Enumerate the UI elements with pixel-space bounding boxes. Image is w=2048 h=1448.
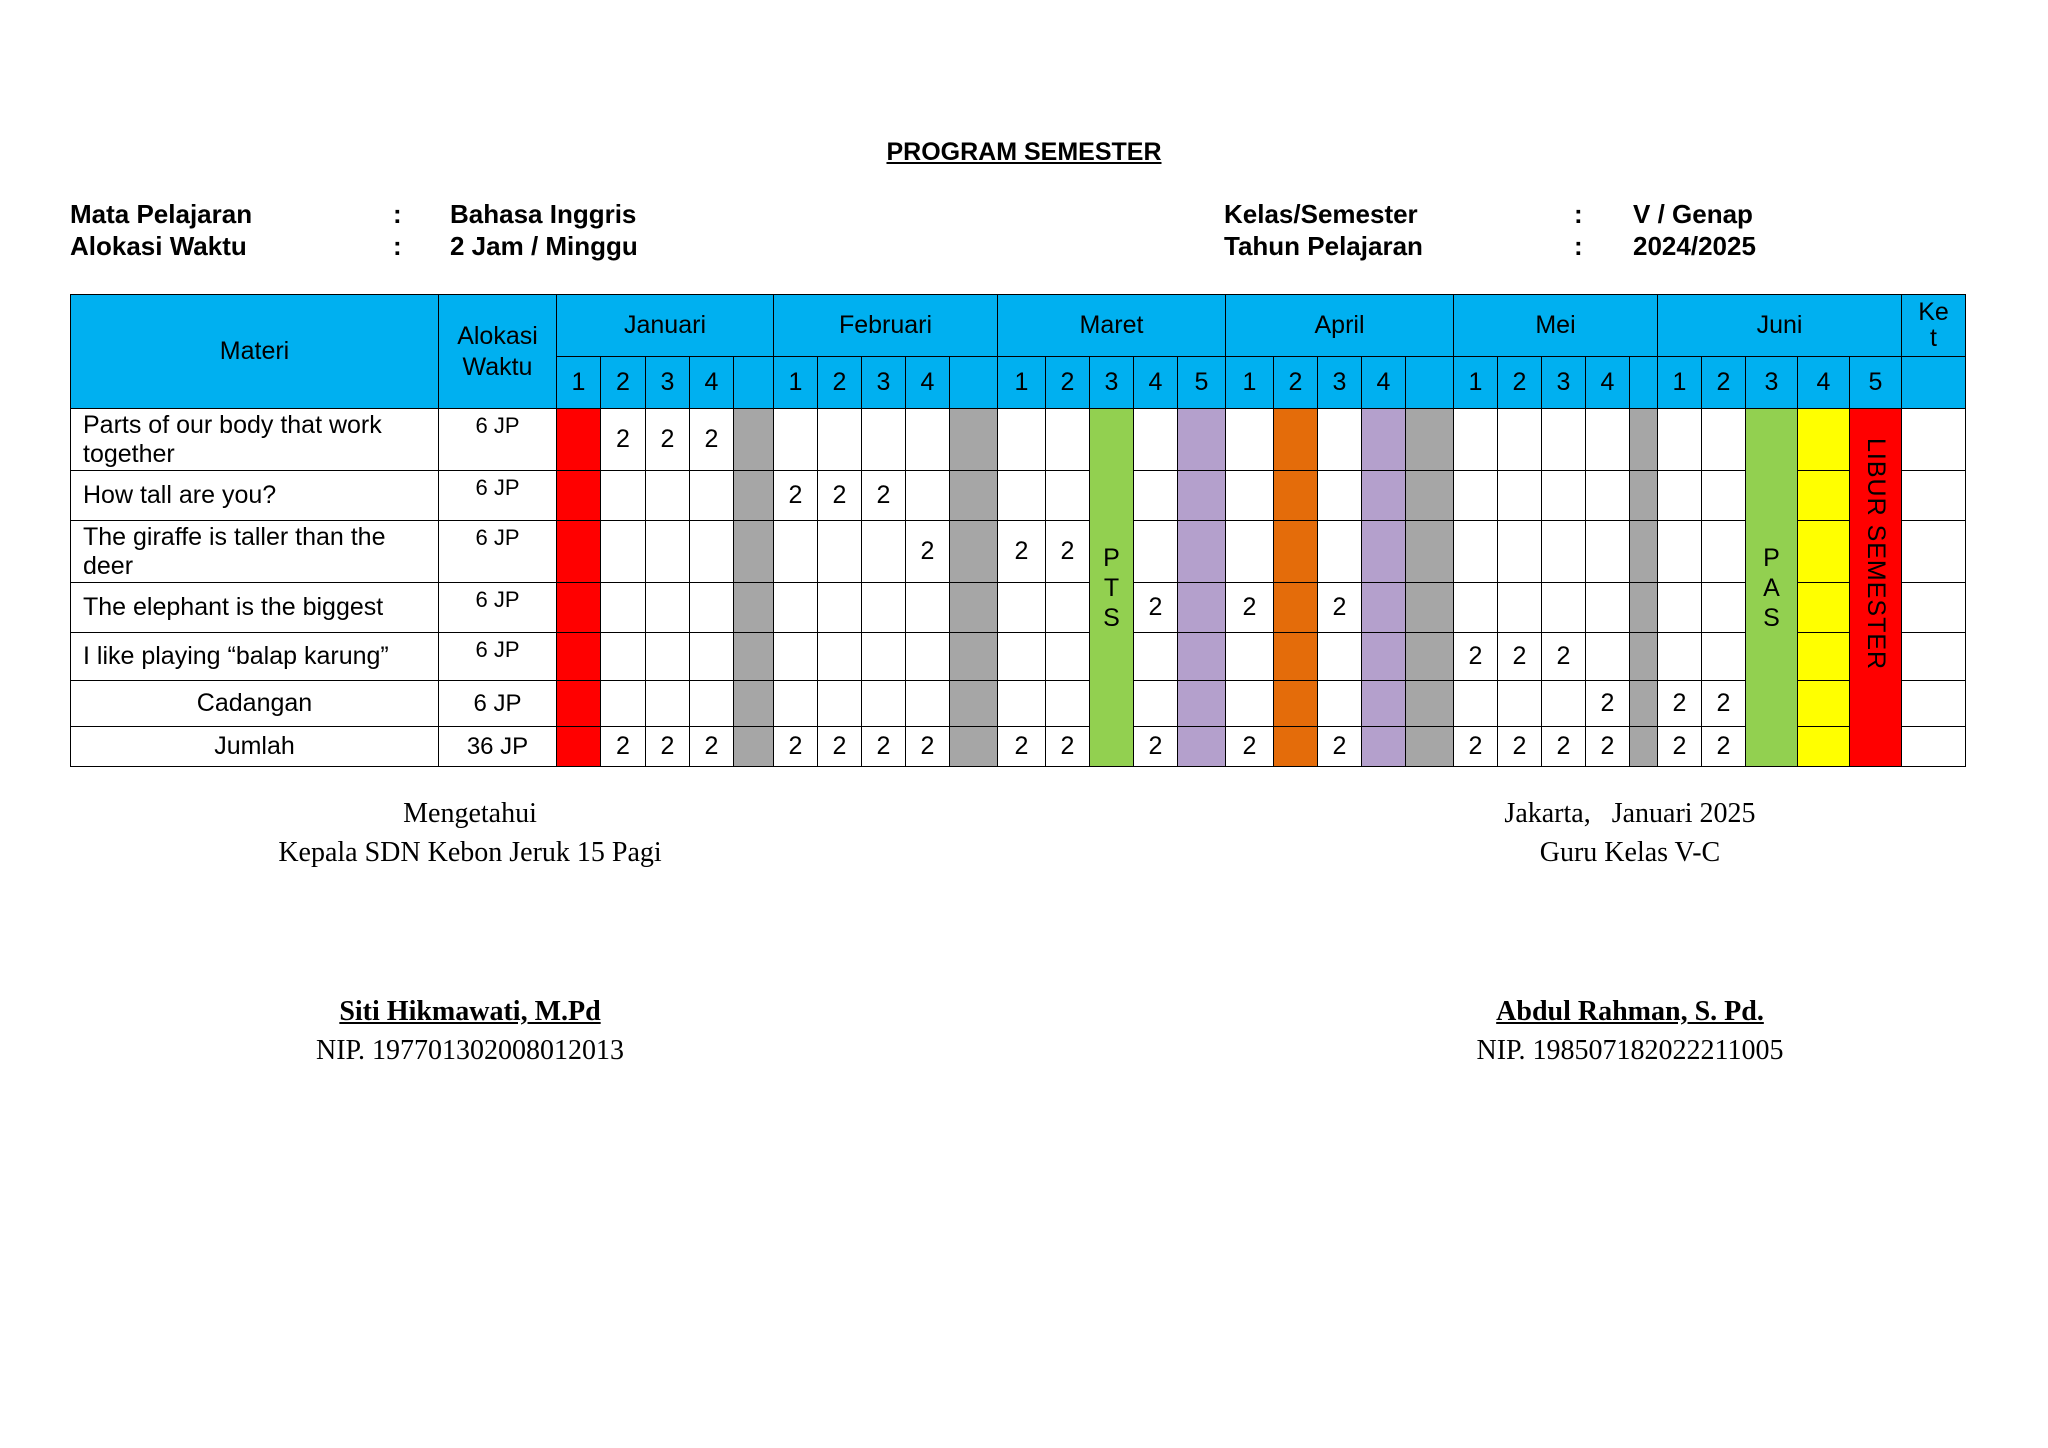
week-cell xyxy=(690,521,734,583)
week-cell xyxy=(1178,521,1226,583)
week-cell: 2 xyxy=(1226,727,1274,767)
week-cell xyxy=(1318,681,1362,727)
week-cell xyxy=(1274,521,1318,583)
week-cell xyxy=(690,471,734,521)
week-cell: 2 xyxy=(818,471,862,521)
week-cell xyxy=(1362,471,1406,521)
week-cell xyxy=(1798,681,1850,727)
ket-cell xyxy=(1902,521,1966,583)
header-week: 2 xyxy=(1274,357,1318,409)
week-cell xyxy=(1134,521,1178,583)
week-cell xyxy=(1406,633,1454,681)
week-cell xyxy=(998,409,1046,471)
week-cell xyxy=(557,521,601,583)
header-week: 1 xyxy=(1226,357,1274,409)
week-cell: 2 xyxy=(1658,727,1702,767)
week-cell xyxy=(1658,633,1702,681)
week-cell xyxy=(1798,471,1850,521)
colon: : xyxy=(1574,231,1583,261)
week-cell xyxy=(1454,409,1498,471)
week-cell xyxy=(1542,583,1586,633)
week-cell: 2 xyxy=(1542,727,1586,767)
header-month: Februari xyxy=(774,295,998,357)
week-cell xyxy=(1274,471,1318,521)
week-cell xyxy=(1798,583,1850,633)
week-cell xyxy=(557,583,601,633)
week-cell xyxy=(1134,633,1178,681)
week-cell xyxy=(950,409,998,471)
week-cell xyxy=(998,471,1046,521)
materi-cell: I like playing “balap karung” xyxy=(71,633,439,681)
header-month: Juni xyxy=(1658,295,1902,357)
ket-cell xyxy=(1902,583,1966,633)
materi-cell: Cadangan xyxy=(71,681,439,727)
week-cell: 2 xyxy=(862,727,906,767)
header-ket-text: Ke t xyxy=(1918,297,1949,352)
week-cell xyxy=(1134,681,1178,727)
week-cell xyxy=(1658,521,1702,583)
materi-cell: How tall are you? xyxy=(71,471,439,521)
header-week: 2 xyxy=(818,357,862,409)
week-cell xyxy=(1454,681,1498,727)
header-week: 2 xyxy=(1702,357,1746,409)
week-cell: 2 xyxy=(818,727,862,767)
alokasi-cell: 36 JP xyxy=(439,727,557,767)
header-week: 3 xyxy=(1746,357,1798,409)
week-cell xyxy=(1046,583,1090,633)
sig-left-line1: Mengetahui xyxy=(403,798,537,829)
week-cell xyxy=(950,633,998,681)
week-cell xyxy=(998,583,1046,633)
week-cell xyxy=(1498,471,1542,521)
week-cell xyxy=(690,633,734,681)
week-cell xyxy=(950,681,998,727)
week-cell xyxy=(1702,471,1746,521)
week-cell xyxy=(1178,727,1226,767)
week-cell: 2 xyxy=(998,727,1046,767)
colon: : xyxy=(1574,199,1583,229)
week-cell: 2 xyxy=(774,471,818,521)
week-cell xyxy=(1226,521,1274,583)
header-ket-blank xyxy=(1902,357,1966,409)
week-cell xyxy=(1498,583,1542,633)
week-cell xyxy=(1630,681,1658,727)
week-cell xyxy=(1226,409,1274,471)
week-cell xyxy=(1226,681,1274,727)
week-cell xyxy=(1586,521,1630,583)
week-cell: 2 xyxy=(1454,727,1498,767)
libur-semester-label: LIBUR SEMESTER xyxy=(1862,437,1890,671)
week-cell: 2 xyxy=(906,521,950,583)
header-row-months xyxy=(71,295,1966,357)
week-cell xyxy=(1274,633,1318,681)
week-cell: 2 xyxy=(1134,727,1178,767)
week-cell xyxy=(862,633,906,681)
kelas-value: V / Genap xyxy=(1633,199,1753,229)
schedule-table xyxy=(70,294,1966,767)
week-cell xyxy=(998,681,1046,727)
week-cell: 2 xyxy=(1702,681,1746,727)
alokasi-cell: 6 JP xyxy=(439,409,557,471)
week-cell xyxy=(601,471,646,521)
week-cell xyxy=(906,583,950,633)
ket-cell xyxy=(1902,681,1966,727)
week-cell xyxy=(862,583,906,633)
week-cell: 2 xyxy=(1586,681,1630,727)
week-cell: 2 xyxy=(1542,633,1586,681)
info-values-right xyxy=(1633,198,1756,262)
header-week: 5 xyxy=(1850,357,1902,409)
header-week: 4 xyxy=(1362,357,1406,409)
week-cell xyxy=(1274,583,1318,633)
week-cell xyxy=(1178,471,1226,521)
week-cell xyxy=(1134,471,1178,521)
week-cell: 2 xyxy=(774,727,818,767)
week-cell xyxy=(1586,471,1630,521)
info-colons-right xyxy=(1574,198,1583,262)
page-title: PROGRAM SEMESTER xyxy=(886,138,1162,166)
header-week: 1 xyxy=(557,357,601,409)
week-cell xyxy=(646,633,690,681)
week-cell xyxy=(1702,633,1746,681)
week-cell xyxy=(1318,633,1362,681)
header-week xyxy=(1630,357,1658,409)
week-cell xyxy=(1134,409,1178,471)
header-ket xyxy=(1902,295,1966,357)
ket-cell xyxy=(1902,471,1966,521)
week-cell xyxy=(1362,583,1406,633)
week-cell xyxy=(1318,471,1362,521)
header-week xyxy=(734,357,774,409)
week-cell: 2 xyxy=(862,471,906,521)
alokasi-value: 2 Jam / Minggu xyxy=(450,231,638,261)
week-cell xyxy=(818,681,862,727)
week-cell xyxy=(1586,583,1630,633)
week-cell xyxy=(557,633,601,681)
week-cell xyxy=(862,521,906,583)
sig-right-line1: Jakarta, Januari 2025 xyxy=(1504,798,1756,829)
header-week: 2 xyxy=(601,357,646,409)
header-month: April xyxy=(1226,295,1454,357)
week-cell xyxy=(1630,471,1658,521)
week-cell xyxy=(950,521,998,583)
week-cell xyxy=(1178,681,1226,727)
week-cell xyxy=(1798,633,1850,681)
table-row xyxy=(71,409,1966,471)
week-cell xyxy=(1586,633,1630,681)
sig-right-name: Abdul Rahman, S. Pd. xyxy=(1496,996,1764,1027)
pas-label: PAS xyxy=(1763,543,1780,632)
week-cell: 2 xyxy=(690,409,734,471)
week-cell: 2 xyxy=(690,727,734,767)
week-cell xyxy=(1318,521,1362,583)
info-labels-right xyxy=(1224,198,1423,262)
colon: : xyxy=(393,231,402,261)
week-cell xyxy=(1178,633,1226,681)
materi-cell: The elephant is the biggest xyxy=(71,583,439,633)
week-cell xyxy=(1542,521,1586,583)
header-week: 4 xyxy=(1798,357,1850,409)
week-cell xyxy=(1702,583,1746,633)
week-cell: 2 xyxy=(1046,521,1090,583)
signature-left xyxy=(220,794,720,1070)
week-cell xyxy=(1658,583,1702,633)
ket-cell xyxy=(1902,633,1966,681)
header-week: 3 xyxy=(646,357,690,409)
week-cell xyxy=(1630,409,1658,471)
week-cell xyxy=(1046,633,1090,681)
week-cell xyxy=(1046,681,1090,727)
week-cell xyxy=(1454,471,1498,521)
week-cell xyxy=(1274,409,1318,471)
header-week: 2 xyxy=(1046,357,1090,409)
colon: : xyxy=(393,199,402,229)
week-cell xyxy=(1798,521,1850,583)
week-cell xyxy=(1362,633,1406,681)
week-cell xyxy=(1798,727,1850,767)
header-month: Mei xyxy=(1454,295,1658,357)
materi-cell: The giraffe is taller than the deer xyxy=(71,521,439,583)
header-alokasi: Alokasi Waktu xyxy=(439,295,557,409)
table-row xyxy=(71,471,1966,521)
week-cell xyxy=(1658,409,1702,471)
week-cell xyxy=(906,471,950,521)
libur-semester-cell xyxy=(1850,409,1902,767)
week-cell xyxy=(1454,521,1498,583)
header-week: 1 xyxy=(998,357,1046,409)
week-cell xyxy=(906,681,950,727)
week-cell xyxy=(774,521,818,583)
week-cell xyxy=(906,633,950,681)
sig-left-name: Siti Hikmawati, M.Pd xyxy=(339,996,601,1027)
table-row xyxy=(71,521,1966,583)
header-week: 5 xyxy=(1178,357,1226,409)
week-cell xyxy=(1630,583,1658,633)
week-cell: 2 xyxy=(646,727,690,767)
week-cell xyxy=(1454,583,1498,633)
week-cell xyxy=(998,633,1046,681)
header-week xyxy=(1406,357,1454,409)
header-week: 3 xyxy=(1318,357,1362,409)
week-cell: 2 xyxy=(1318,583,1362,633)
header-month: Maret xyxy=(998,295,1226,357)
week-cell: 2 xyxy=(1498,633,1542,681)
week-cell: 2 xyxy=(1658,681,1702,727)
week-cell: 2 xyxy=(1586,727,1630,767)
tahun-value: 2024/2025 xyxy=(1633,231,1756,261)
week-cell xyxy=(1178,409,1226,471)
materi-cell: Parts of our body that work together xyxy=(71,409,439,471)
table-row xyxy=(71,633,1966,681)
info-colons-left xyxy=(393,198,402,262)
week-cell xyxy=(646,521,690,583)
ket-cell xyxy=(1902,727,1966,767)
week-cell: 2 xyxy=(1226,583,1274,633)
week-cell xyxy=(950,471,998,521)
materi-cell: Jumlah xyxy=(71,727,439,767)
week-cell xyxy=(1406,681,1454,727)
week-cell xyxy=(774,681,818,727)
sig-left-line2: Kepala SDN Kebon Jeruk 15 Pagi xyxy=(278,837,662,868)
sig-right-line2: Guru Kelas V-C xyxy=(1539,837,1721,868)
header-week: 4 xyxy=(690,357,734,409)
week-cell xyxy=(862,409,906,471)
week-cell xyxy=(557,409,601,471)
header-week: 4 xyxy=(1586,357,1630,409)
header-materi: Materi xyxy=(71,295,439,409)
week-cell xyxy=(734,521,774,583)
week-cell xyxy=(1406,471,1454,521)
week-cell xyxy=(774,583,818,633)
week-cell: 2 xyxy=(601,409,646,471)
alokasi-cell: 6 JP xyxy=(439,471,557,521)
week-cell xyxy=(601,633,646,681)
week-cell xyxy=(734,633,774,681)
info-values-left xyxy=(450,198,638,262)
alokasi-label: Alokasi Waktu xyxy=(70,231,247,261)
ket-cell xyxy=(1902,409,1966,471)
tahun-label: Tahun Pelajaran xyxy=(1224,231,1423,261)
week-cell xyxy=(690,681,734,727)
mapel-value: Bahasa Inggris xyxy=(450,199,637,229)
week-cell xyxy=(690,583,734,633)
week-cell: 2 xyxy=(1498,727,1542,767)
sig-right-nip: NIP. 198507182022211005 xyxy=(1476,1035,1784,1066)
week-cell xyxy=(601,681,646,727)
week-cell xyxy=(1274,681,1318,727)
table-row xyxy=(71,727,1966,767)
week-cell xyxy=(557,471,601,521)
week-cell: 2 xyxy=(1454,633,1498,681)
info-labels-left xyxy=(70,198,252,262)
pas-cell xyxy=(1746,409,1798,767)
mapel-label: Mata Pelajaran xyxy=(70,199,253,229)
header-week: 1 xyxy=(1454,357,1498,409)
week-cell: 2 xyxy=(601,727,646,767)
table-row xyxy=(71,681,1966,727)
week-cell xyxy=(774,409,818,471)
week-cell xyxy=(818,409,862,471)
week-cell xyxy=(1046,409,1090,471)
week-cell xyxy=(774,633,818,681)
week-cell xyxy=(818,521,862,583)
week-cell xyxy=(1658,471,1702,521)
table-row xyxy=(71,583,1966,633)
week-cell xyxy=(1498,409,1542,471)
week-cell xyxy=(1406,583,1454,633)
header-week: 3 xyxy=(1090,357,1134,409)
pts-cell xyxy=(1090,409,1134,767)
week-cell xyxy=(1586,409,1630,471)
header-week xyxy=(950,357,998,409)
week-cell xyxy=(950,727,998,767)
week-cell xyxy=(1630,521,1658,583)
week-cell xyxy=(1362,521,1406,583)
week-cell xyxy=(1702,521,1746,583)
alokasi-cell: 6 JP xyxy=(439,583,557,633)
week-cell xyxy=(1630,633,1658,681)
week-cell xyxy=(1542,681,1586,727)
header-week: 1 xyxy=(1658,357,1702,409)
week-cell xyxy=(557,727,601,767)
week-cell xyxy=(601,583,646,633)
week-cell: 2 xyxy=(1318,727,1362,767)
week-cell xyxy=(1362,409,1406,471)
week-cell xyxy=(1630,727,1658,767)
week-cell: 2 xyxy=(998,521,1046,583)
week-cell xyxy=(601,521,646,583)
week-cell xyxy=(818,583,862,633)
week-cell: 2 xyxy=(646,409,690,471)
week-cell xyxy=(734,471,774,521)
week-cell xyxy=(1226,471,1274,521)
week-cell xyxy=(646,681,690,727)
week-cell xyxy=(1406,727,1454,767)
header-week: 3 xyxy=(862,357,906,409)
week-cell xyxy=(1226,633,1274,681)
week-cell xyxy=(734,409,774,471)
week-cell xyxy=(1498,681,1542,727)
week-cell xyxy=(1798,409,1850,471)
header-week: 3 xyxy=(1542,357,1586,409)
week-cell xyxy=(734,727,774,767)
header-week: 2 xyxy=(1498,357,1542,409)
week-cell: 2 xyxy=(1134,583,1178,633)
week-cell xyxy=(734,681,774,727)
week-cell xyxy=(1362,727,1406,767)
alokasi-cell: 6 JP xyxy=(439,521,557,583)
header-week: 4 xyxy=(1134,357,1178,409)
week-cell xyxy=(1274,727,1318,767)
sig-left-nip: NIP. 197701302008012013 xyxy=(315,1035,624,1066)
pts-label: PTS xyxy=(1103,543,1120,632)
week-cell xyxy=(950,583,998,633)
week-cell xyxy=(646,471,690,521)
week-cell xyxy=(1178,583,1226,633)
week-cell xyxy=(1406,521,1454,583)
week-cell xyxy=(1362,681,1406,727)
header-month: Januari xyxy=(557,295,774,357)
header-week: 4 xyxy=(906,357,950,409)
week-cell xyxy=(1406,409,1454,471)
week-cell: 2 xyxy=(1046,727,1090,767)
week-cell xyxy=(557,681,601,727)
alokasi-cell: 6 JP xyxy=(439,633,557,681)
alokasi-cell: 6 JP xyxy=(439,681,557,727)
week-cell xyxy=(1542,409,1586,471)
week-cell xyxy=(906,409,950,471)
week-cell: 2 xyxy=(1702,727,1746,767)
week-cell xyxy=(818,633,862,681)
kelas-label: Kelas/Semester xyxy=(1224,199,1418,229)
week-cell xyxy=(1542,471,1586,521)
week-cell xyxy=(1498,521,1542,583)
week-cell xyxy=(862,681,906,727)
week-cell xyxy=(1702,409,1746,471)
week-cell xyxy=(1046,471,1090,521)
week-cell xyxy=(734,583,774,633)
signature-right xyxy=(1380,794,1880,1070)
week-cell xyxy=(646,583,690,633)
week-cell xyxy=(1318,409,1362,471)
week-cell: 2 xyxy=(906,727,950,767)
header-week: 1 xyxy=(774,357,818,409)
